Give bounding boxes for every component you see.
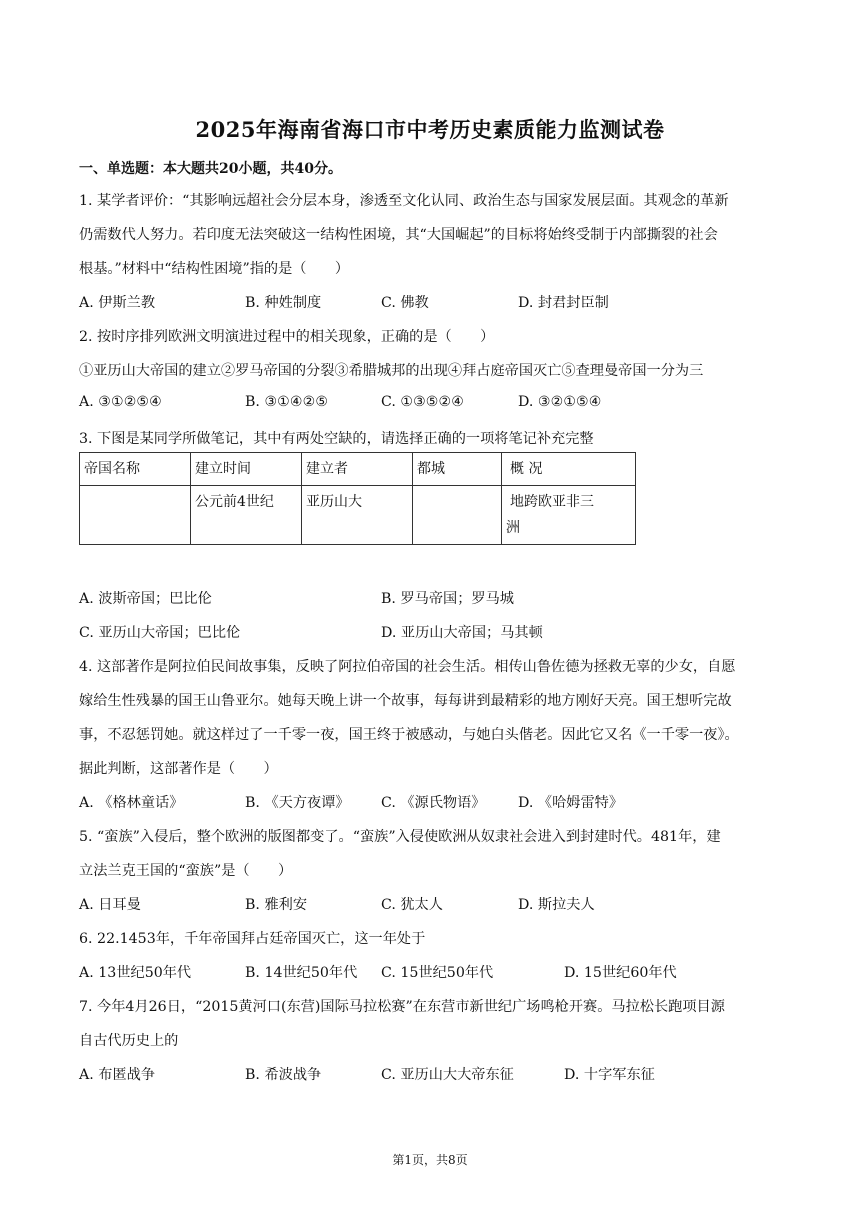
question-7-option-d[interactable]: D. 十字军东征 [564,1067,655,1083]
question-2-option-a[interactable]: A. ③①②⑤④ [79,394,162,410]
question-4-option-d[interactable]: D. 《哈姆雷特》 [518,795,624,811]
table-cell-founding-time: 公元前4世纪 [191,486,302,545]
question-6-option-b[interactable]: B. 14世纪50年代 [245,965,358,981]
question-4-option-b[interactable]: B. 《天方夜谭》 [245,795,350,811]
question-7-line-1: 7. 今年4月26日，“2015黄河口(东营)国际马拉松赛”在东营市新世纪广场鸣枪开赛。马拉松长跑项目源 [79,999,725,1015]
question-3-line-1: 3. 下图是某同学所做笔记，其中有两处空缺的，请选择正确的一项将笔记补充完整 [79,431,594,447]
question-6-option-c[interactable]: C. 15世纪50年代 [381,965,494,981]
table-cell-overview [502,486,636,545]
question-5-line-1: 5. “蛮族”入侵后，整个欧洲的版图都变了。“蛮族”入侵使欧洲从奴隶社会进入到封建时代。481年，建 [79,829,721,845]
table-row [80,486,636,545]
table-cell-capital [413,486,502,545]
table-header-cell: 建立时间 [191,453,302,486]
question-3-option-b[interactable]: B. 罗马帝国；罗马城 [381,591,514,607]
question-2-option-c[interactable]: C. ①③⑤②④ [381,394,464,410]
question-2-line-2: ①亚历山大帝国的建立②罗马帝国的分裂③希腊城邦的出现④拜占庭帝国灭亡⑤查理曼帝国一分为三 [79,363,704,379]
question-4-line-2: 嫁给生性残暴的国王山鲁亚尔。她每天晚上讲一个故事，每每讲到最精彩的地方刚好天亮。国王想听完故 [79,693,732,709]
table-cell-founder: 亚历山大 [302,486,413,545]
table-header-cell: 概 况 [502,453,636,486]
page-footer: 第1页，共8页 [392,1153,468,1167]
table-header-cell: 建立者 [302,453,413,486]
question-1-option-a[interactable]: A. 伊斯兰教 [79,295,156,311]
question-1-option-c[interactable]: C. 佛教 [381,295,429,311]
question-4-line-4: 据此判断，这部著作是（ ） [79,761,278,777]
question-4-option-c[interactable]: C. 《源氏物语》 [381,795,486,811]
overview-line-1: 地跨欧亚非三 [510,494,594,510]
question-7-option-b[interactable]: B. 希波战争 [245,1067,322,1083]
question-6-option-a[interactable]: A. 13世纪50年代 [79,965,192,981]
section-heading: 一、单选题：本大题共20小题，共40分。 [79,161,342,177]
table-cell-empire-name [80,486,191,545]
question-1-line-1: 1. 某学者评价：“其影响远超社会分层本身，渗透至文化认同、政治生态与国家发展层面。其观念的革新 [79,193,729,209]
question-5-option-b[interactable]: B. 雅利安 [245,897,308,913]
question-4-line-3: 事，不忍惩罚她。就这样过了一千零一夜，国王终于被感动，与她白头偕老。因此它又名《一千零一夜》。 [79,727,739,743]
question-5-line-2: 立法兰克王国的“蛮族”是（ ） [79,863,293,879]
question-4-line-1: 4. 这部著作是阿拉伯民间故事集，反映了阿拉伯帝国的社会生活。相传山鲁佐德为拯救无辜的少女，自愿 [79,659,736,675]
question-1-line-2: 仍需数代人努力。若印度无法突破这一结构性困境，其“大国崛起”的目标将始终受制于内部撕裂的社会 [79,227,718,243]
question-1-option-d[interactable]: D. 封君封臣制 [518,295,609,311]
question-5-option-c[interactable]: C. 犹太人 [381,897,443,913]
question-3-option-a[interactable]: A. 波斯帝国；巴比伦 [79,591,212,607]
question-2-option-b[interactable]: B. ③①④②⑤ [245,394,329,410]
question-3-option-c[interactable]: C. 亚历山大帝国；巴比伦 [79,625,241,641]
table-header-cell: 都城 [413,453,502,486]
table-header-cell: 帝国名称 [80,453,191,486]
question-1-line-3: 根基。”材料中“结构性困境”指的是（ ） [79,261,350,277]
notes-table [79,452,636,545]
question-7-option-c[interactable]: C. 亚历山大大帝东征 [381,1067,514,1083]
question-6-option-d[interactable]: D. 15世纪60年代 [564,965,677,981]
question-5-option-d[interactable]: D. 斯拉夫人 [518,897,595,913]
question-6-line-1: 6. 22.1453年，千年帝国拜占廷帝国灭亡，这一年处于 [79,931,426,947]
overview-line-2: 洲 [506,520,520,536]
question-5-option-a[interactable]: A. 日耳曼 [79,897,141,913]
question-2-line-1: 2. 按时序排列欧洲文明演进过程中的相关现象，正确的是（ ） [79,329,495,345]
page-title: 2025年海南省海口市中考历史素质能力监测试卷 [195,117,665,142]
question-7-line-2: 自古代历史上的 [79,1033,179,1049]
question-3-option-d[interactable]: D. 亚历山大帝国；马其顿 [381,625,543,641]
question-4-option-a[interactable]: A. 《格林童话》 [79,795,184,811]
question-2-option-d[interactable]: D. ③②①⑤④ [518,394,602,410]
question-1-option-b[interactable]: B. 种姓制度 [245,295,322,311]
table-header-row [80,453,636,486]
question-7-option-a[interactable]: A. 布匿战争 [79,1067,156,1083]
